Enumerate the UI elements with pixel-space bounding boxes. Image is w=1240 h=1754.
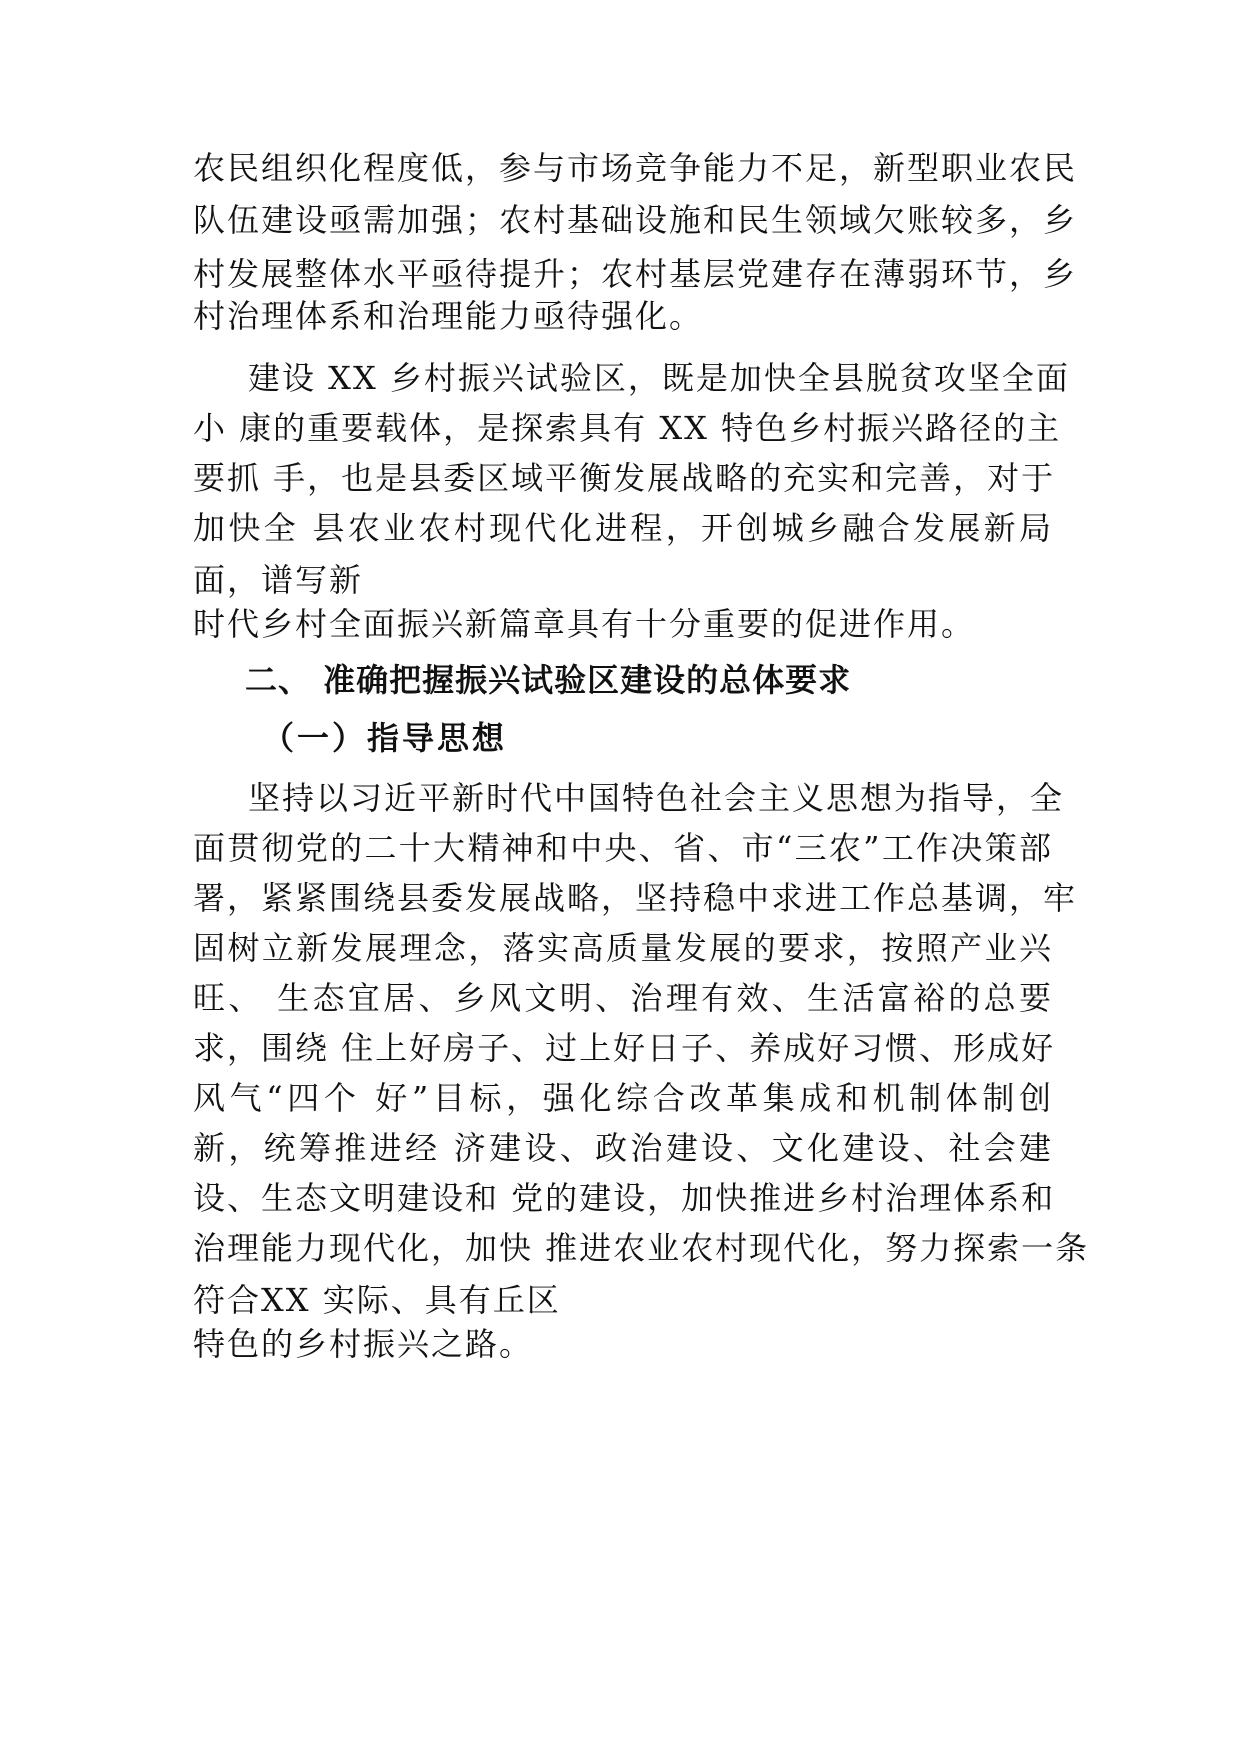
paragraph-line: 要抓 手，也是县委区域平衡发展战略的充实和完善，对于 (193, 459, 1056, 497)
paragraph-line: 建设 XX 乡村振兴试验区，既是加快全县脱贫攻坚全面 (248, 359, 1070, 397)
paragraph-line: 面，谱写新 (193, 561, 364, 599)
paragraph-line: 面贯彻党的二十大精神和中央、省、市“三农”工作决策部 (193, 829, 1053, 867)
paragraph-line: 设、生态文明建设和 党的建设，加快推进乡村治理体系和 (193, 1179, 1056, 1217)
paragraph-line: 特色的乡村振兴之路。 (193, 1325, 534, 1363)
paragraph-line: 队伍建设亟需加强；农村基础设施和民生领域欠账较多，乡 (193, 201, 1078, 239)
paragraph-line: 旺、 生态宜居、乡风文明、治理有效、生活富裕的总要 (193, 979, 1053, 1017)
paragraph-line: 农民组织化程度低，参与市场竞争能力不足，新型职业农民 (193, 149, 1078, 187)
paragraph-line: 治理能力现代化，加快 推进农业农村现代化，努力探索一条 (193, 1229, 1090, 1267)
paragraph-line: 署，紧紧围绕县委发展战略，坚持稳中求进工作总基调，牢 (193, 879, 1078, 917)
paragraph-line: 求，围绕 住上好房子、过上好日子、养成好习惯、形成好 (193, 1029, 1056, 1067)
section-heading: 二、 准确把握振兴试验区建设的总体要求 (245, 661, 852, 699)
subsection-heading: （一）指导思想 (262, 719, 508, 757)
paragraph-line: 小 康的重要载体，是探索具有 XX 特色乡村振兴路径的主 (193, 409, 1062, 447)
paragraph-line: 坚持以习近平新时代中国特色社会主义思想为指导，全 (248, 779, 1065, 817)
paragraph-line: 村治理体系和治理能力亟待强化。 (193, 297, 704, 335)
paragraph-line: 时代乡村全面振兴新篇章具有十分重要的促进作用。 (193, 605, 976, 643)
paragraph-line: 符合XX 实际、具有丘区 (193, 1281, 561, 1319)
paragraph-line: 加快全 县农业农村现代化进程，开创城乡融合发展新局 (193, 509, 1053, 547)
paragraph-line: 新，统筹推进经 济建设、政治建设、文化建设、社会建 (193, 1129, 1053, 1167)
paragraph-line: 村发展整体水平亟待提升；农村基层党建存在薄弱环节，乡 (193, 255, 1078, 293)
paragraph-line: 风气“四个 好”目标，强化综合改革集成和机制体制创 (193, 1079, 1053, 1117)
paragraph-line: 固树立新发展理念，落实高质量发展的要求，按照产业兴 (193, 929, 1053, 967)
